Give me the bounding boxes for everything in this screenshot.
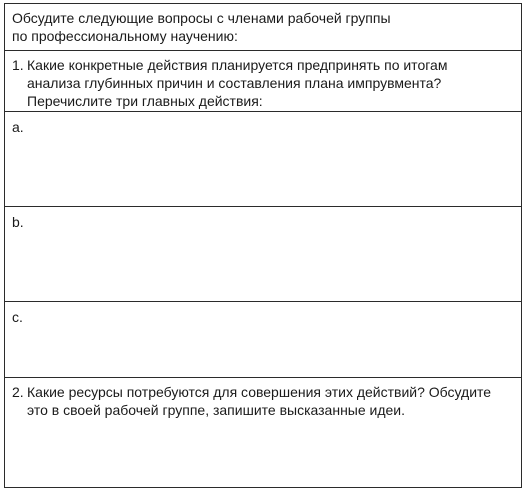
question-2-line-1: Какие ресурсы потребуются для совершения этих действий? Обсудите bbox=[27, 384, 492, 400]
intro-row bbox=[5, 4, 521, 51]
answer-a-field[interactable] bbox=[5, 112, 521, 207]
answer-a-label: a. bbox=[12, 119, 24, 135]
question-1-line-1: Какие конкретные действия планируется предпринять по итогам bbox=[27, 57, 448, 73]
question-1-text bbox=[27, 56, 512, 110]
answer-c-label: c. bbox=[12, 309, 23, 325]
question-1-row bbox=[5, 51, 521, 112]
question-2-line-2: это в своей рабочей группе, запишите высказанные идеи. bbox=[27, 402, 406, 418]
question-1-number: 1. bbox=[12, 57, 24, 73]
question-2 bbox=[12, 383, 512, 419]
answer-c-field[interactable] bbox=[5, 302, 521, 378]
answer-b-label: b. bbox=[12, 214, 24, 230]
answer-b-field[interactable] bbox=[5, 207, 521, 302]
intro-text bbox=[12, 9, 492, 45]
question-1-line-2: анализа глубинных причин и составления плана импрувмента? bbox=[27, 75, 442, 91]
question-2-field[interactable] bbox=[5, 378, 521, 487]
intro-line-1: Обсудите следующие вопросы с членами рабочей группы bbox=[12, 10, 391, 26]
question-1 bbox=[12, 56, 512, 110]
question-2-number: 2. bbox=[12, 384, 24, 400]
intro-line-2: по профессиональному научению: bbox=[12, 28, 238, 44]
question-1-line-3: Перечислите три главных действия: bbox=[27, 93, 263, 109]
worksheet-table bbox=[4, 3, 522, 488]
question-2-text bbox=[27, 383, 512, 419]
